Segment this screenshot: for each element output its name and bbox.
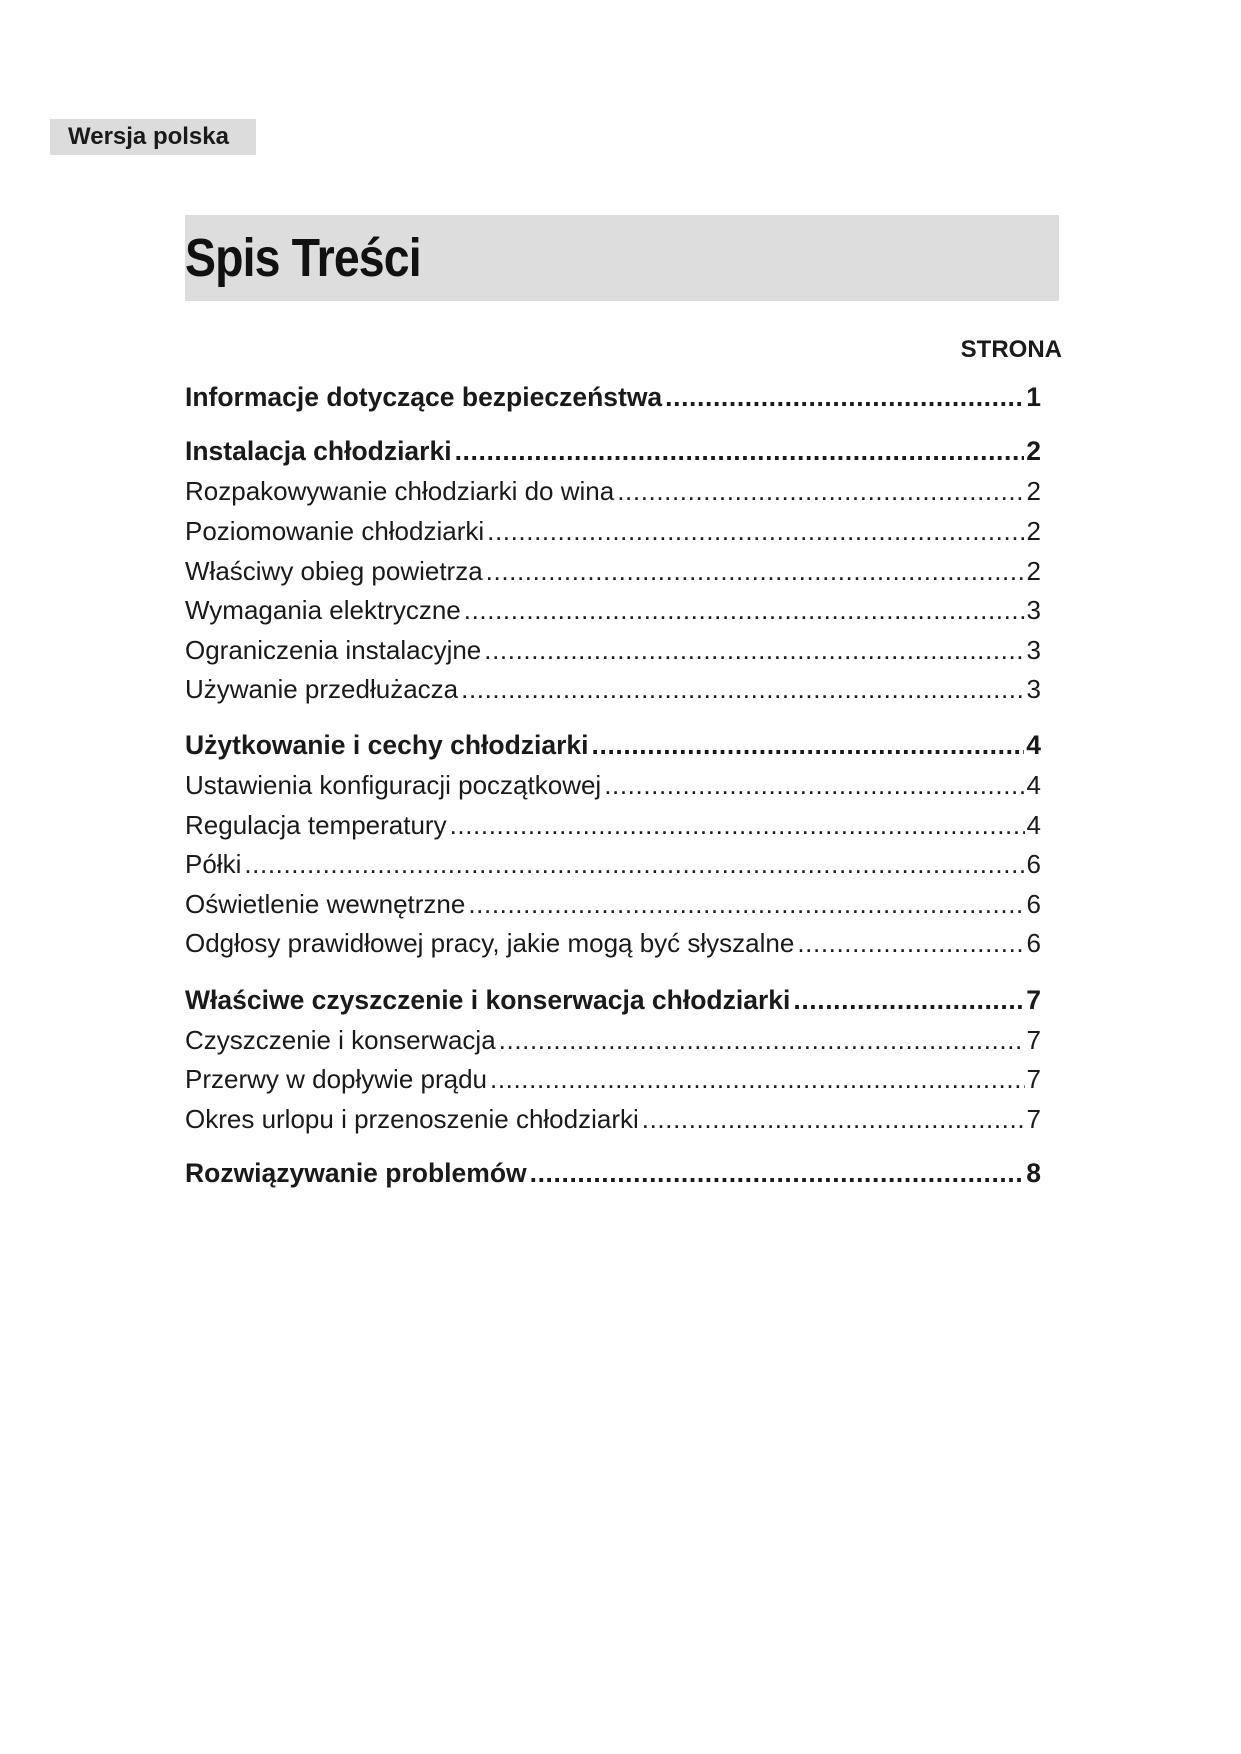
toc-entry-page: 8 [1026,1158,1041,1188]
toc-entry-title: Rozpakowywanie chłodziarki do wina [185,476,615,506]
toc-entry-title: Półki [185,849,242,879]
toc-leader-dots [455,434,1025,468]
toc-entry[interactable] [185,1156,1041,1190]
toc-entry-page: 2 [1026,476,1041,506]
page-title: Spis Treści [185,228,421,288]
toc-entry-title: Właściwe czyszczenie i konserwacja chłodziarki [185,985,791,1015]
toc-leader-dots [797,926,1024,960]
toc-entry[interactable] [185,728,1041,762]
toc-entry-page: 6 [1026,928,1041,958]
toc-entry-title: Wymagania elektryczne [185,595,461,625]
toc-entry-title: Odgłosy prawidłowej pracy, jakie mogą być słyszalne [185,928,795,958]
toc-entry[interactable] [185,672,1041,706]
toc-entry-page: 6 [1026,849,1041,879]
toc-leader-dots [468,887,1024,921]
toc-entry-page: 2 [1026,556,1041,586]
toc-entry[interactable] [185,983,1041,1017]
toc-entry[interactable] [185,1023,1041,1057]
toc-entry[interactable] [185,554,1041,588]
toc-leader-dots [244,847,1024,881]
toc-leader-dots [499,1023,1025,1057]
toc-entry-page: 6 [1026,889,1041,919]
toc-entry-title: Instalacja chłodziarki [185,436,452,466]
toc-entry-page: 3 [1026,674,1041,704]
toc-entry-title: Regulacja temperatury [185,810,447,840]
toc-entry-page: 3 [1026,635,1041,665]
toc-entry-title: Czyszczenie i konserwacja [185,1025,496,1055]
toc-leader-dots [617,474,1024,508]
toc-entry[interactable] [185,593,1041,627]
toc-entry-page: 7 [1026,1025,1041,1055]
toc-leader-dots [450,808,1025,842]
toc-leader-dots [487,514,1024,548]
toc-entry-page: 2 [1026,516,1041,546]
toc-entry-title: Poziomowanie chłodziarki [185,516,485,546]
toc-entry-page: 3 [1026,595,1041,625]
toc-entry-title: Ustawienia konfiguracji początkowej [185,770,602,800]
toc-entry-page: 7 [1026,985,1041,1015]
toc-entry[interactable] [185,1102,1041,1136]
toc-entry-title: Informacje dotyczące bezpieczeństwa [185,382,663,412]
toc-entry[interactable] [185,808,1041,842]
toc-entry-title: Właściwy obieg powietrza [185,556,483,586]
toc-entry[interactable] [185,1062,1041,1096]
page-column-label: STRONA [960,336,1062,363]
toc-leader-dots [530,1156,1025,1190]
toc-leader-dots [486,554,1025,588]
toc-leader-dots [642,1102,1025,1136]
language-tab: Wersja polska [50,119,256,155]
toc-entry-title: Oświetlenie wewnętrzne [185,889,466,919]
toc-entry-title: Użytkowanie i cechy chłodziarki [185,730,589,760]
toc-entry-page: 4 [1026,730,1041,760]
toc-leader-dots [665,380,1024,414]
toc-entry[interactable] [185,434,1041,468]
toc-entry[interactable] [185,768,1041,802]
toc-entry[interactable] [185,926,1041,960]
toc-entry-page: 4 [1026,810,1041,840]
toc-leader-dots [484,633,1024,667]
toc-leader-dots [604,768,1024,802]
toc-entry[interactable] [185,514,1041,548]
toc-entry-title: Ograniczenia instalacyjne [185,635,482,665]
toc-entry-page: 1 [1026,382,1041,412]
toc-entry-page: 7 [1026,1104,1041,1134]
toc-leader-dots [461,672,1024,706]
toc-leader-dots [793,983,1024,1017]
toc-entry-title: Rozwiązywanie problemów [185,1158,527,1188]
toc-entry[interactable] [185,474,1041,508]
toc-entry[interactable] [185,633,1041,667]
title-bar [185,215,1059,301]
toc-entry-title: Przerwy w dopływie prądu [185,1064,488,1094]
toc-entry-page: 7 [1026,1064,1041,1094]
toc-leader-dots [490,1062,1025,1096]
toc-entry-page: 4 [1026,770,1041,800]
toc-leader-dots [464,593,1025,627]
toc-leader-dots [592,728,1025,762]
toc-entry-title: Okres urlopu i przenoszenie chłodziarki [185,1104,639,1134]
toc-entry[interactable] [185,380,1041,414]
toc-entry[interactable] [185,887,1041,921]
toc-entry[interactable] [185,847,1041,881]
toc-entry-page: 2 [1026,436,1041,466]
toc-entry-title: Używanie przedłużacza [185,674,459,704]
